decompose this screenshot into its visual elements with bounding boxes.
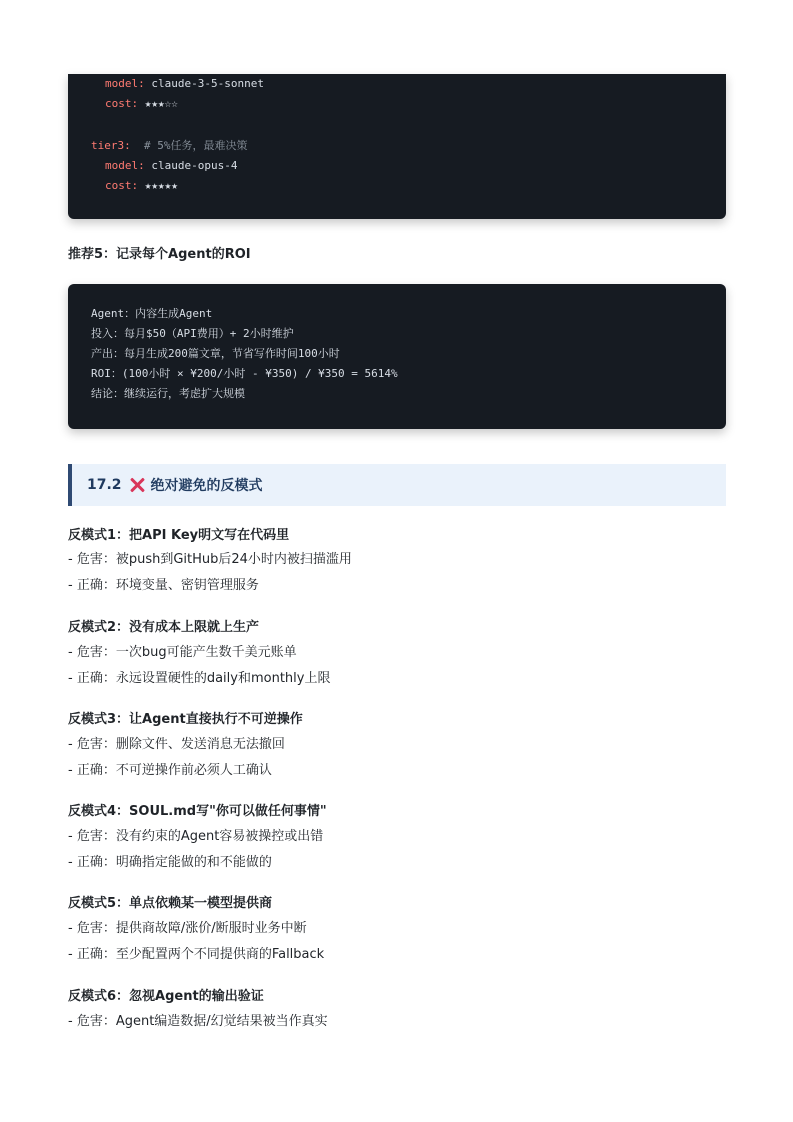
code-key: tier3: <box>91 139 131 152</box>
anti-pattern-harm: - 危害：删除文件、发送消息无法撤回 <box>68 737 285 752</box>
code-value: ★★★★★ <box>138 179 178 192</box>
tier3-model-line <box>105 158 237 174</box>
code-value: ★★★☆☆ <box>138 97 178 110</box>
section-number: 17.2 <box>87 477 122 493</box>
anti-pattern-title: 反模式3：让Agent直接执行不可逆操作 <box>68 712 303 727</box>
code-key: cost: <box>105 179 139 192</box>
code-key: model: <box>105 77 145 90</box>
section-banner <box>68 464 726 506</box>
anti-pattern-title: 反模式4：SOUL.md写"你可以做任何事情" <box>68 804 327 819</box>
section-title <box>87 475 263 495</box>
roi-code-block <box>68 284 726 429</box>
anti-pattern-harm: - 危害：Agent编造数据/幻觉结果被当作真实 <box>68 1014 328 1029</box>
tier3-line <box>91 138 248 154</box>
roi-line: ROI：(100小时 × ¥200/小时 - ¥350) / ¥350 = 5614% <box>91 367 398 380</box>
recommendation-5-heading: 推荐5：记录每个Agent的ROI <box>68 247 251 262</box>
anti-pattern-harm: - 危害：提供商故障/涨价/断服时业务中断 <box>68 921 307 936</box>
roi-line: 投入：每月$50（API费用）+ 2小时维护 <box>91 327 294 340</box>
anti-pattern-harm: - 危害：一次bug可能产生数千美元账单 <box>68 645 297 660</box>
anti-pattern-harm: - 危害：被push到GitHub后24小时内被扫描滥用 <box>68 552 352 567</box>
roi-line: 产出：每月生成200篇文章，节省写作时间100小时 <box>91 347 340 360</box>
tier3-cost-line <box>105 178 178 194</box>
code-value: claude-opus-4 <box>144 159 238 172</box>
anti-pattern-title: 反模式1：把API Key明文写在代码里 <box>68 528 290 543</box>
anti-pattern-fix: - 正确：至少配置两个不同提供商的Fallback <box>68 947 325 962</box>
cross-mark-icon <box>129 477 145 493</box>
code-value: claude-3-5-sonnet <box>144 77 264 90</box>
tier-config-code-block <box>68 74 726 219</box>
anti-pattern-fix: - 正确：明确指定能做的和不能做的 <box>68 855 272 870</box>
code-key: model: <box>105 159 145 172</box>
code-key: cost: <box>105 97 139 110</box>
anti-pattern-harm: - 危害：没有约束的Agent容易被操控或出错 <box>68 829 324 844</box>
tier2-model-line <box>105 76 264 92</box>
roi-line: 结论：继续运行，考虑扩大规模 <box>91 387 245 400</box>
section-title-text: 绝对避免的反模式 <box>150 478 263 494</box>
tier2-cost-line <box>105 96 178 112</box>
roi-line: Agent：内容生成Agent <box>91 307 213 320</box>
anti-pattern-fix: - 正确：永远设置硬性的daily和monthly上限 <box>68 671 331 686</box>
anti-pattern-title: 反模式5：单点依赖某一模型提供商 <box>68 896 273 911</box>
anti-pattern-title: 反模式2：没有成本上限就上生产 <box>68 620 260 635</box>
code-comment: # 5%任务，最难决策 <box>130 139 248 152</box>
anti-pattern-fix: - 正确：环境变量、密钥管理服务 <box>68 578 259 593</box>
anti-pattern-title: 反模式6：忽视Agent的输出验证 <box>68 989 264 1004</box>
anti-pattern-fix: - 正确：不可逆操作前必须人工确认 <box>68 763 272 778</box>
